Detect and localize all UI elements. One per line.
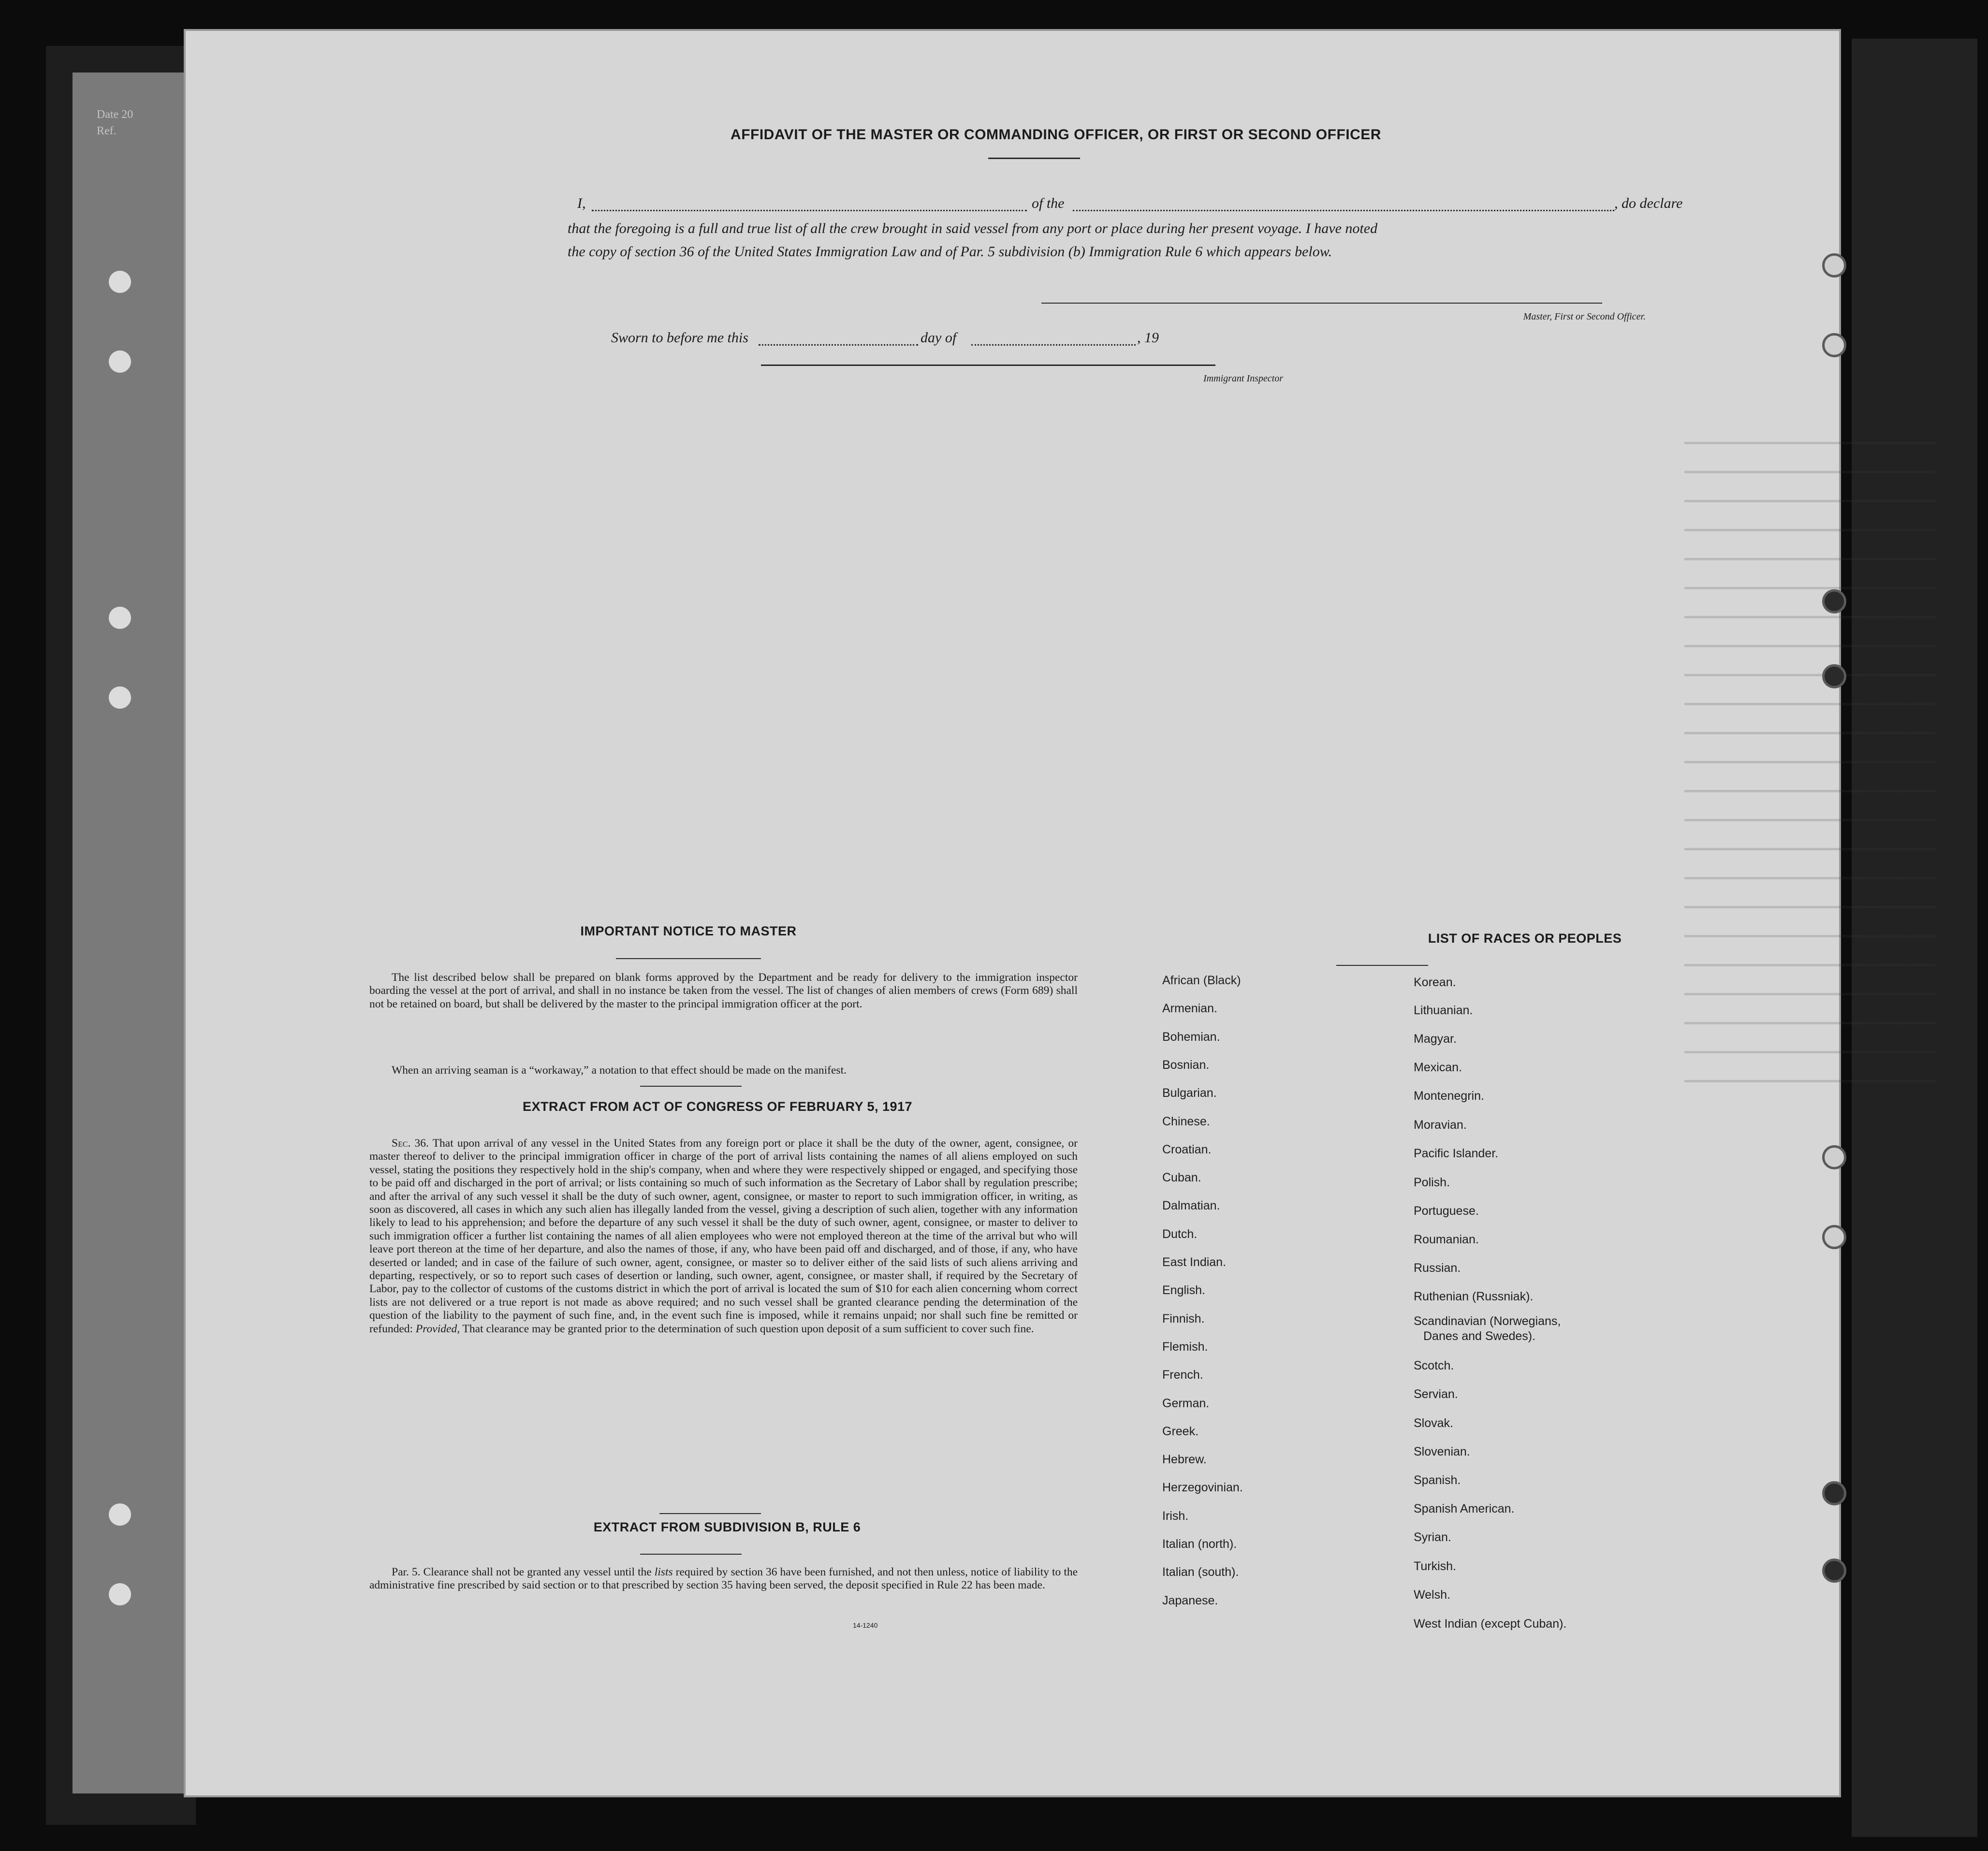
binder-punch-hole xyxy=(109,1503,131,1526)
binder-flap xyxy=(73,73,191,1793)
race-entry: Bohemian. xyxy=(1162,1030,1220,1044)
page-punch-hole xyxy=(1822,333,1846,357)
race-entry: French. xyxy=(1162,1368,1203,1382)
manifest-page xyxy=(184,29,1841,1797)
race-entry: Finnish. xyxy=(1162,1312,1205,1326)
notice-paragraph-1: The list described below shall be prepared on blank forms approved by the Department and be ready for delivery to the immigration inspector boarding the vessel at the port of arrival, and shall in no instance be taken from the vessel. The list of changes of alien members of crews (Form 689) shall not be retained on board, but shall be delivered by the master to the principal immigration officer at the port. xyxy=(369,971,1078,1010)
provided-label: Provided, xyxy=(415,1322,460,1335)
lists-word: lists xyxy=(654,1566,673,1578)
binder-punch-hole xyxy=(109,607,131,629)
race-entry: Italian (north). xyxy=(1162,1537,1237,1551)
races-underline xyxy=(1336,965,1428,966)
race-entry: Chinese. xyxy=(1162,1114,1210,1128)
race-entry: Bosnian. xyxy=(1162,1058,1210,1072)
race-entry: Bulgarian. xyxy=(1162,1086,1217,1100)
race-entry: African (Black) xyxy=(1162,974,1241,987)
race-entry: Japanese. xyxy=(1162,1593,1218,1607)
race-entry: Armenian. xyxy=(1162,1002,1217,1016)
race-entry: Portuguese. xyxy=(1414,1204,1479,1218)
race-entry: Irish. xyxy=(1162,1509,1189,1523)
sworn-day-of: day of xyxy=(921,330,957,346)
notice-title: IMPORTANT NOTICE TO MASTER xyxy=(580,924,797,938)
binder-punch-hole xyxy=(109,1583,131,1605)
race-entry: Slovak. xyxy=(1414,1416,1453,1430)
act-extract-title: EXTRACT FROM ACT OF CONGRESS OF FEBRUARY 5, 1917 xyxy=(522,1099,913,1114)
race-entry: Polish. xyxy=(1414,1176,1450,1189)
rule-extract-text xyxy=(369,1566,1078,1592)
master-signature-line xyxy=(1041,303,1602,304)
sworn-year: , 19 xyxy=(1137,330,1159,346)
race-entry: Dalmatian. xyxy=(1162,1199,1220,1213)
sworn-month-blank xyxy=(971,344,1136,346)
page-punch-hole xyxy=(1822,1225,1846,1249)
notice-paragraph-2: When an arriving seaman is a “workaway,” a notation to that effect should be made on the manifest. xyxy=(392,1064,847,1077)
race-entry: Welsh. xyxy=(1414,1588,1450,1602)
vessel-blank-line xyxy=(1073,210,1614,211)
page-punch-hole xyxy=(1822,1481,1846,1505)
race-entry: East Indian. xyxy=(1162,1255,1227,1269)
section-36-body: That upon arrival of any vessel in the United States from any foreign port or place it shall be the duty of the owner, agent, consignee, or master thereof to deliver to the principal immigration officer in charge of the port of arrival lists containing the names of all aliens employed on such vessel, stating the positions they respectively hold in the ship's company, when and where they were respectively shipped or engaged, and specifying those to be paid off and discharged in the port of arrival; or lists containing so much of such information as the Secretary of Labor shall by regulation prescribe; and after the arrival of any such vessel it shall be the duty of such owner, agent, consignee, or master to report to such immigration officer, in writing, as soon as discovered, all cases in which any such alien has illegally landed from the vessel, giving a description of such alien, together with any information likely to lead to his apprehension; and before the departure of any such vessel it shall be the duty of such owner, agent, consignee, or master to deliver to such immigration officer a further list containing the names of all alien employees who were not employed thereon at the time of the arrival but who will leave port thereon at the time of her departure, and also the names of those, if any, who have been paid off and discharged, and of those, if any, who have deserted or landed; and in case of the failure of such owner, agent, consignee, or master so to deliver either of the said lists of such aliens arriving and departing, respectively, or so to report such cases of desertion or landing, such owner, agent, consignee, or master shall, if required by the Secretary of Labor, pay to the collector of customs of the customs district in which the port of arrival is located the sum of $10 for each alien concerning whom correct lists are not delivered or a true report is not made as above required; and no such vessel shall be granted clearance pending the determination of the question of the liability to the payment of such fine, and, in the event such fine is imposed, while it remains unpaid; nor shall such fine be remitted or refunded: xyxy=(369,1137,1078,1335)
race-entry: Ruthenian (Russniak). xyxy=(1414,1290,1534,1303)
page-punch-hole xyxy=(1822,664,1846,688)
race-entry: Greek. xyxy=(1162,1424,1199,1438)
race-entry: Scandinavian (Norwegians, xyxy=(1414,1314,1561,1328)
bleed-through-marks xyxy=(1684,432,1936,1109)
race-entry: Spanish American. xyxy=(1414,1502,1515,1516)
rule-title-underline xyxy=(640,1554,742,1555)
affidavit-statement-line3: the copy of section 36 of the United States Immigration Law and of Par. 5 subdivision (b) Immigration Rule 6 which appears below. xyxy=(568,244,1332,260)
race-entry: Roumanian. xyxy=(1414,1233,1479,1246)
race-entry: Scotch. xyxy=(1414,1359,1454,1372)
inspector-signature-line xyxy=(761,364,1215,366)
act-separator-line xyxy=(640,1086,742,1087)
race-entry: West Indian (except Cuban). xyxy=(1414,1617,1567,1631)
binder-punch-hole xyxy=(109,686,131,709)
race-entry: Hebrew. xyxy=(1162,1453,1207,1467)
race-entry: Croatian. xyxy=(1162,1142,1212,1156)
race-entry: Magyar. xyxy=(1414,1032,1457,1046)
page-punch-hole xyxy=(1822,1145,1846,1169)
binder-label-line1: Date 20 xyxy=(97,108,133,121)
section-36-label: Sec. 36. xyxy=(392,1137,429,1150)
notice-underline xyxy=(616,958,761,959)
race-entry: Italian (south). xyxy=(1162,1565,1239,1579)
page-punch-hole xyxy=(1822,1559,1846,1583)
race-entry: Turkish. xyxy=(1414,1560,1456,1573)
rule-extract-title: EXTRACT FROM SUBDIVISION B, RULE 6 xyxy=(593,1520,861,1534)
sworn-day-blank xyxy=(759,344,918,346)
race-entry: Lithuanian. xyxy=(1414,1004,1473,1017)
race-entry: Syrian. xyxy=(1414,1530,1451,1544)
affidavit-title: AFFIDAVIT OF THE MASTER OR COMMANDING OFFICER, OR FIRST OR SECOND OFFICER xyxy=(731,127,1381,143)
page-punch-hole xyxy=(1822,589,1846,613)
binder-punch-hole xyxy=(109,350,131,373)
race-entry: Slovenian. xyxy=(1414,1445,1470,1458)
race-entry: Korean. xyxy=(1414,976,1456,989)
inspector-signature-label: Immigrant Inspector xyxy=(1203,373,1283,384)
race-entry: Herzegovinian. xyxy=(1162,1481,1243,1495)
race-entry: Russian. xyxy=(1414,1261,1461,1275)
race-entry: Flemish. xyxy=(1162,1340,1208,1354)
race-entry: Servian. xyxy=(1414,1387,1458,1401)
master-signature-label: Master, First or Second Officer. xyxy=(1523,311,1646,322)
race-entry: Cuban. xyxy=(1162,1171,1201,1185)
race-entry: Pacific Islander. xyxy=(1414,1147,1499,1160)
title-underline xyxy=(988,158,1080,159)
name-blank-line xyxy=(592,210,1027,211)
race-entry: German. xyxy=(1162,1396,1210,1410)
affidavit-do-declare: , do declare xyxy=(1614,195,1683,211)
page-punch-hole xyxy=(1822,253,1846,277)
race-entry: English. xyxy=(1162,1283,1205,1297)
affidavit-statement-line2: that the foregoing is a full and true list of all the crew brought in said vessel from any port or place during her present voyage. I have noted xyxy=(568,220,1378,236)
binder-label xyxy=(97,106,169,160)
race-entry: Danes and Swedes). xyxy=(1423,1329,1536,1343)
races-title: LIST OF RACES OR PEOPLES xyxy=(1428,931,1622,946)
affidavit-of-the: of the xyxy=(1032,195,1065,211)
binder-label-line2: Ref. xyxy=(97,125,117,137)
rule-text-end: required by section 36 have been furnished, and not then unless, notice of liability to the administrative fine prescribed by said section or to that prescribed by section 35 having been served, the deposit specified in Rule 22 has been made. xyxy=(369,1566,1078,1592)
affidavit-i: I, xyxy=(577,195,586,211)
sworn-prefix: Sworn to before me this xyxy=(611,330,748,346)
race-entry: Moravian. xyxy=(1414,1118,1467,1132)
race-entry: Mexican. xyxy=(1414,1061,1462,1074)
act-extract-text xyxy=(369,1137,1078,1336)
race-entry: Montenegrin. xyxy=(1414,1089,1484,1103)
form-number: 14-1240 xyxy=(853,1621,878,1629)
race-entry: Dutch. xyxy=(1162,1227,1198,1241)
race-entry: Spanish. xyxy=(1414,1473,1461,1487)
rule-separator-line xyxy=(659,1513,761,1514)
section-36-body-end: That clearance may be granted prior to the determination of such question upon deposit of a sum sufficient to cover such fine. xyxy=(462,1322,1034,1335)
rule-text-start: Par. 5. Clearance shall not be granted any vessel until the xyxy=(392,1566,652,1578)
binder-punch-hole xyxy=(109,271,131,293)
